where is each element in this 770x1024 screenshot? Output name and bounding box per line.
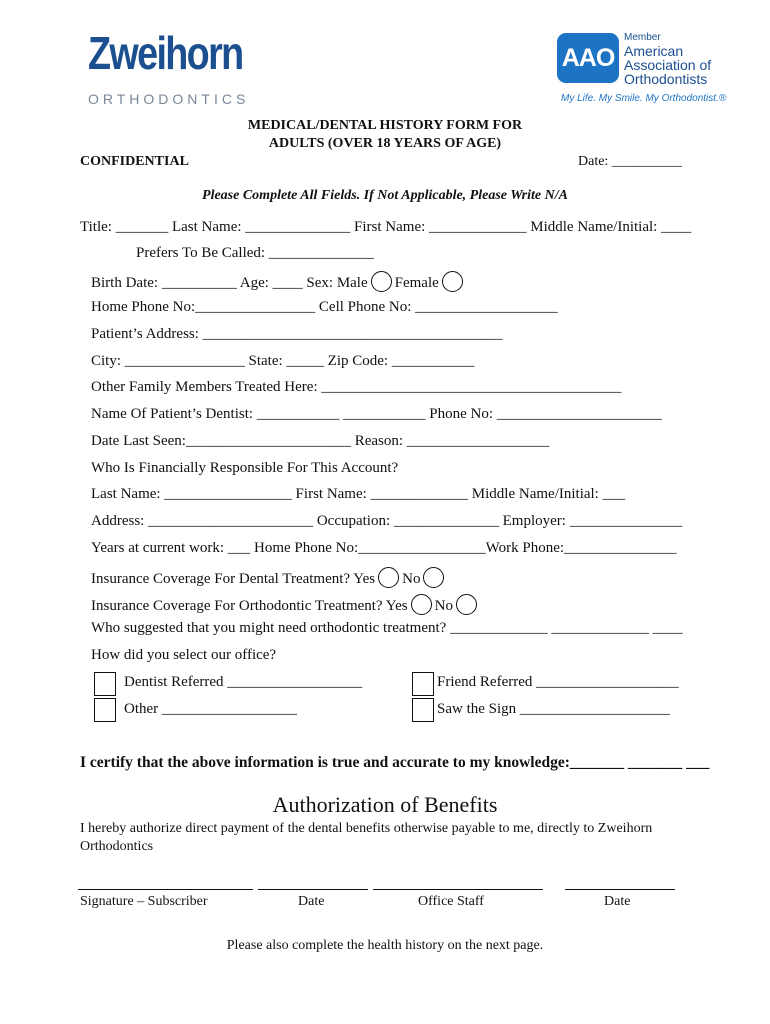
- female-label: Female: [394, 275, 439, 291]
- dental-insurance-label: Insurance Coverage For Dental Treatment? Yes: [91, 571, 376, 587]
- aao-name-line1: American: [624, 43, 684, 59]
- city-state-zip-row[interactable]: City: ________________ State: _____ Zip Code: ___________: [91, 353, 475, 369]
- female-radio[interactable]: [442, 271, 463, 292]
- referral-question-row[interactable]: Who suggested that you might need orthodontic treatment? _____________ _____________ ____: [91, 620, 683, 636]
- ortho-insurance-label: Insurance Coverage For Orthodontic Treatment? Yes: [91, 598, 408, 614]
- authorization-text: I hereby authorize direct payment of the dental benefits otherwise payable to me, directly to Zweihorn Orthodontics: [80, 821, 653, 854]
- date-field[interactable]: Date: __________: [578, 154, 682, 169]
- date-line-1[interactable]: [258, 889, 368, 890]
- ortho-no-label: No: [434, 598, 453, 614]
- dental-yes-radio[interactable]: [378, 567, 399, 588]
- patient-address-field[interactable]: Patient’s Address: ________________________________________: [91, 326, 503, 342]
- instructions: Please Complete All Fields. If Not Applicable, Please Write N/A: [202, 188, 568, 203]
- aao-member-label: Member: [624, 32, 661, 43]
- date-line-2[interactable]: [565, 889, 675, 890]
- responsible-name-row[interactable]: Last Name: _________________ First Name: _____________ Middle Name/Initial: ___: [91, 486, 626, 502]
- other-label: Other __________________: [124, 701, 297, 717]
- office-staff-line[interactable]: [373, 889, 543, 890]
- subscriber-signature-line[interactable]: [78, 889, 253, 890]
- ortho-insurance-row[interactable]: [91, 594, 480, 615]
- responsible-address-row[interactable]: Address: ______________________ Occupation: ______________ Employer: _______________: [91, 513, 683, 529]
- subscriber-signature-label: Signature – Subscriber: [80, 894, 208, 909]
- form-title-line1: MEDICAL/DENTAL HISTORY FORM FOR: [247, 118, 523, 133]
- friend-referred-checkbox[interactable]: [412, 672, 434, 696]
- other-checkbox[interactable]: [94, 698, 116, 722]
- zweihorn-logo: Zweihorn: [88, 27, 243, 79]
- aao-tagline: My Life. My Smile. My Orthodontist.®: [561, 93, 727, 104]
- friend-referred-label: Friend Referred ___________________: [437, 674, 679, 690]
- office-selection-question: How did you select our office?: [91, 647, 277, 663]
- male-radio[interactable]: [371, 271, 392, 292]
- dentist-row[interactable]: Name Of Patient’s Dentist: ___________ ___________ Phone No: ______________________: [91, 406, 662, 422]
- certification-statement[interactable]: I certify that the above information is true and accurate to my knowledge:_______ _______ ___: [80, 754, 710, 771]
- dentist-referred-label: Dentist Referred __________________: [124, 674, 363, 690]
- dentist-referred-checkbox[interactable]: [94, 672, 116, 696]
- footer-note: Please also complete the health history on the next page.: [226, 938, 544, 953]
- form-title-line2: ADULTS (OVER 18 YEARS OF AGE): [268, 136, 502, 151]
- aao-logo: AAO: [557, 33, 619, 83]
- last-seen-row[interactable]: Date Last Seen:______________________ Reason: ___________________: [91, 433, 550, 449]
- confidential-label: CONFIDENTIAL: [80, 154, 189, 169]
- preferred-name-field[interactable]: Prefers To Be Called: ______________: [136, 245, 374, 261]
- ortho-yes-radio[interactable]: [411, 594, 432, 615]
- birth-age-sex-label: Birth Date: __________ Age: ____ Sex: Male: [91, 275, 368, 291]
- date-label-1: Date: [298, 894, 325, 909]
- dental-no-label: No: [402, 571, 421, 587]
- work-phone-row[interactable]: Years at current work: ___ Home Phone No:_________________Work Phone:_______________: [91, 540, 677, 556]
- phone-row[interactable]: Home Phone No:________________ Cell Phone No: ___________________: [91, 299, 558, 315]
- aao-name-line3: Orthodontists: [624, 71, 708, 87]
- name-row[interactable]: Title: _______ Last Name: ______________ First Name: _____________ Middle Name/Initial: ____: [80, 219, 692, 235]
- dental-insurance-row[interactable]: [91, 567, 447, 588]
- ortho-no-radio[interactable]: [456, 594, 477, 615]
- saw-sign-checkbox[interactable]: [412, 698, 434, 722]
- zweihorn-logo-subtitle: ORTHODONTICS: [88, 91, 250, 107]
- family-members-field[interactable]: Other Family Members Treated Here: ________________________________________: [91, 379, 622, 395]
- authorization-heading: Authorization of Benefits: [272, 792, 498, 817]
- financial-responsibility-question: Who Is Financially Responsible For This Account?: [91, 460, 399, 476]
- dental-no-radio[interactable]: [423, 567, 444, 588]
- birth-age-sex-row[interactable]: [91, 271, 466, 292]
- aao-name: [624, 44, 711, 86]
- office-staff-label: Office Staff: [418, 894, 484, 909]
- date-label-2: Date: [604, 894, 631, 909]
- aao-name-line2: Association of: [624, 57, 712, 73]
- saw-sign-label: Saw the Sign ____________________: [437, 701, 670, 717]
